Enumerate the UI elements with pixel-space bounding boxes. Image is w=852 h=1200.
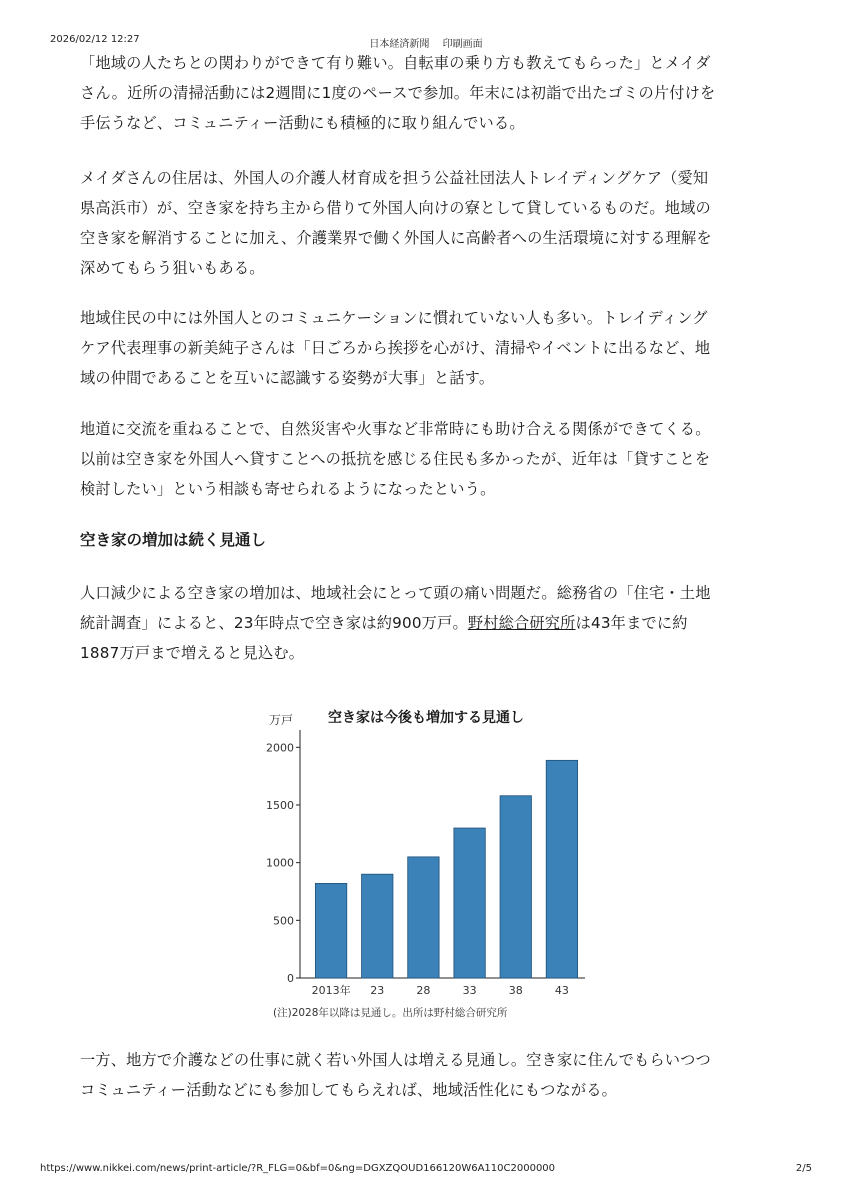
x-tick-label: 33 bbox=[462, 984, 477, 997]
x-tick-label: 2013年 bbox=[311, 984, 351, 997]
paragraph-line: 空き家を解消することに加え、介護業界で働く外国人に高齢者への生活環境に対する理解を bbox=[80, 229, 712, 247]
paragraph-line: 1887万戸まで増えると見込む。 bbox=[80, 644, 305, 662]
x-tick-label: 43 bbox=[554, 984, 569, 997]
paragraph-line: 一方、地方で介護などの仕事に就く若い外国人は増える見通し。空き家に住んでもらいつつ bbox=[80, 1051, 711, 1069]
paragraph-line: 検討したい」という相談も寄せられるようになったという。 bbox=[80, 480, 496, 498]
paragraph-line: 以前は空き家を外国人へ貸すことへの抵抗を感じる住民も多かったが、近年は「貸すことを bbox=[80, 450, 711, 468]
newspaper-name: 日本経済新聞 bbox=[369, 39, 430, 50]
bar-23 bbox=[362, 874, 393, 978]
paragraph-line: さん。近所の清掃活動には2週間に1度のペースで参加。年末には初詣で出たゴミの片付けを bbox=[80, 84, 716, 102]
paragraph-line: 地道に交流を重ねることで、自然災害や火事など非常時にも助け合える関係ができてくる。 bbox=[80, 420, 711, 438]
paragraph-line: 人口減少による空き家の増加は、地域社会にとって頭の痛い問題だ。総務省の「住宅・土地 bbox=[80, 584, 711, 602]
bar-43 bbox=[546, 760, 577, 978]
x-tick-label: 28 bbox=[416, 984, 431, 997]
print-screen-label: 印刷画面 bbox=[442, 39, 483, 50]
x-tick-label: 38 bbox=[508, 984, 523, 997]
paragraph-line: コミュニティー活動などにも参加してもらえれば、地域活性化にもつながる。 bbox=[80, 1081, 618, 1099]
article-paragraph-2 bbox=[80, 163, 780, 283]
paragraph-line: 手伝うなど、コミュニティー活動にも積極的に取り組んでいる。 bbox=[80, 114, 525, 132]
paragraph-line: 県高浜市）が、空き家を持ち主から借りて外国人向けの寮として貸しているものだ。地域の bbox=[80, 199, 711, 217]
paragraph-line: ケア代表理事の新美純子さんは「日ごろから挨拶を心がけ、清掃やイベントに出るなど、地 bbox=[80, 339, 711, 357]
paragraph-line: 地域住民の中には外国人とのコミュニケーションに慣れていない人も多い。トレイディング bbox=[80, 309, 708, 327]
paragraph-line: 「地域の人たちとの関わりができて有り難い。自転車の乗り方も教えてもらった」とメイダ bbox=[80, 54, 711, 72]
article-paragraph-3 bbox=[80, 303, 780, 393]
page-number: 2/5 bbox=[795, 1163, 812, 1174]
y-tick-label: 500 bbox=[273, 914, 294, 928]
section-heading: 空き家の増加は続く見通し bbox=[80, 531, 267, 549]
paragraph-text: 統計調査」によると、23年時点で空き家は約900万戸。 bbox=[80, 614, 468, 632]
article-paragraph-6 bbox=[80, 1045, 780, 1105]
y-axis-unit-label: 万戸 bbox=[269, 713, 294, 727]
bar-33 bbox=[454, 828, 485, 978]
article-url[interactable]: https://www.nikkei.com/news/print-article/?R_FLG=0&bf=0&ng=DGXZQOUD166120W6A110C2000000 bbox=[40, 1163, 556, 1174]
x-tick-label: 23 bbox=[370, 984, 385, 997]
y-tick-label: 0 bbox=[287, 972, 294, 985]
print-datetime: 2026/02/12 12:27 bbox=[50, 34, 140, 45]
paragraph-line bbox=[80, 608, 780, 638]
chart-note: (注)2028年以降は見通し。出所は野村総合研究所 bbox=[273, 1007, 508, 1019]
chart-title: 空き家は今後も増加する見通し bbox=[328, 710, 524, 726]
y-tick-label: 1000 bbox=[266, 856, 294, 870]
article-paragraph-5 bbox=[80, 578, 780, 668]
bar-38 bbox=[500, 796, 531, 978]
bar-2013年 bbox=[315, 883, 346, 978]
y-tick-label: 2000 bbox=[266, 741, 294, 755]
bar-28 bbox=[408, 857, 439, 978]
vacant-house-chart bbox=[255, 700, 605, 1030]
y-tick-label: 1500 bbox=[266, 798, 294, 812]
paragraph-line: 深めてもらう狙いもある。 bbox=[80, 259, 265, 277]
paragraph-line: メイダさんの住居は、外国人の介護人材育成を担う公益社団法人トレイディングケア（愛知 bbox=[80, 169, 709, 187]
paragraph-text: は43年までに約 bbox=[575, 614, 688, 632]
nomura-research-link[interactable]: 野村総合研究所 bbox=[467, 614, 576, 632]
paragraph-line: 域の仲間であることを互いに認識する姿勢が大事」と話す。 bbox=[80, 369, 495, 387]
article-paragraph-1 bbox=[80, 48, 780, 138]
article-paragraph-4 bbox=[80, 414, 780, 504]
